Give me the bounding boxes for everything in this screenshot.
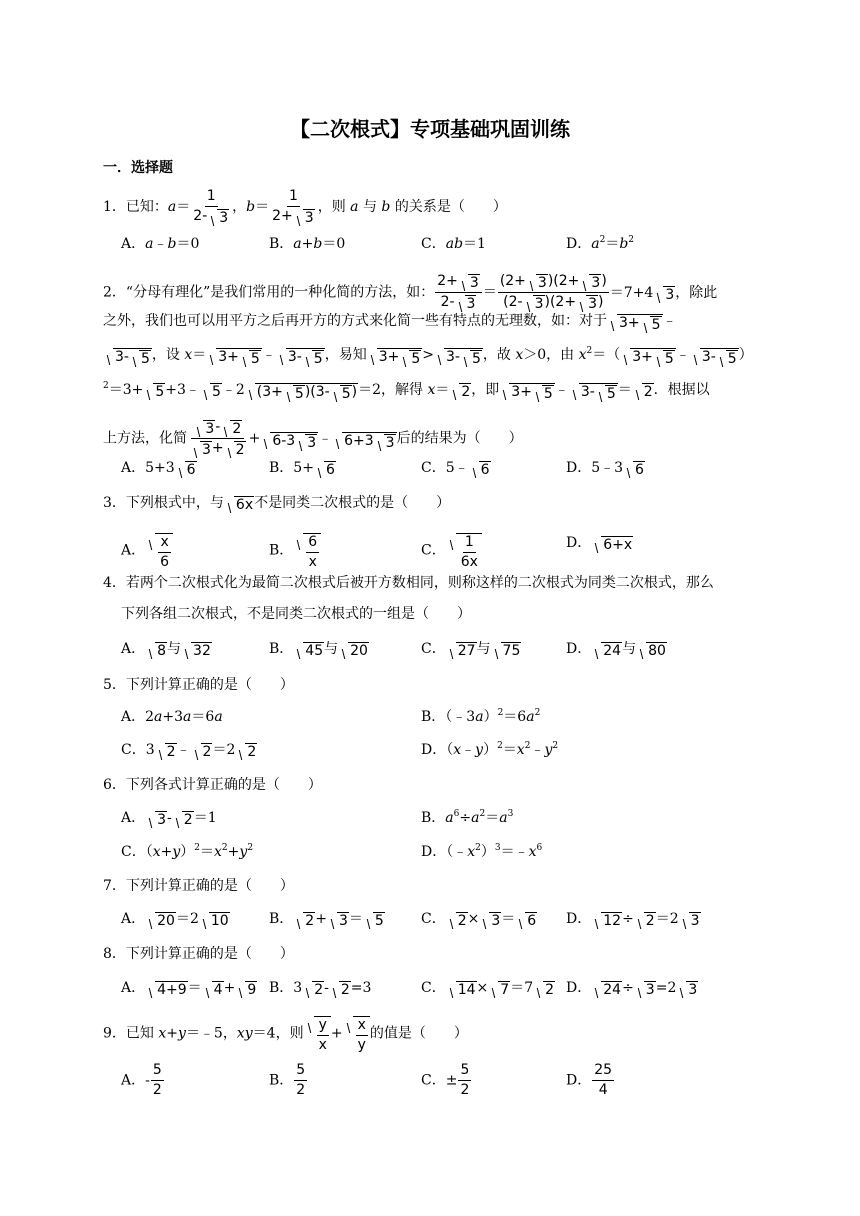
question-number: 3．: [103, 495, 126, 511]
question-number: 4．: [103, 575, 126, 591]
question-text: 下列各式计算正确的是（ ）: [125, 777, 322, 793]
question-number: 6．: [103, 777, 126, 793]
question-4-line-1: [103, 573, 714, 593]
q5-option-c[interactable]: C．3 2﹣ 2＝2 2: [121, 742, 257, 760]
question-2-line-5: 上方法，化简 $\frac{3- 2}{3+ 2}$ + 6-3 3 ﹣ 6+3 3 后的结果为（ ）: [103, 419, 523, 458]
question-5: [103, 675, 294, 695]
fraction-b: $\frac{1}{2+ 3}$: [272, 188, 314, 226]
q1-option-c[interactable]: C．ab＝1: [421, 236, 486, 252]
question-text: 下列计算正确的是（ ）: [125, 878, 294, 894]
q6-option-b[interactable]: B．$a^6\div a^2=a^3$: [421, 809, 514, 826]
q9-option-a[interactable]: A．- $\frac{5}{2}$: [121, 1062, 162, 1098]
q3-option-b[interactable]: B． $\frac{6}{x}$: [269, 533, 321, 571]
q8-option-d[interactable]: D． 24÷ 3=2 3: [566, 980, 698, 998]
q6-option-d[interactable]: D．$(﹣x^2)^3=﹣x^6$: [421, 843, 543, 860]
q5-option-b[interactable]: B．$(﹣3a)^2=6a^2$: [421, 708, 541, 725]
q1-option-a[interactable]: A．a﹣b＝0: [121, 236, 200, 252]
section-title: 一．选择题: [103, 160, 173, 176]
q3-option-c[interactable]: C． $\frac{1}{6x}$: [421, 533, 482, 571]
q7-option-b[interactable]: B． 2+ 3＝ 5: [269, 911, 384, 929]
question-9: 9．已知 x+y＝﹣5，xy＝4，则 $\frac{y}{x}$ + $\frac{x}{y}$ 的值是（ ）: [103, 1017, 468, 1053]
q9-option-c[interactable]: C．± $\frac{5}{2}$: [421, 1062, 470, 1098]
q5-option-a[interactable]: A．2a+3a＝6a: [121, 709, 223, 725]
question-number: 2．: [103, 284, 126, 301]
q7-option-a[interactable]: A． 20＝2 10: [121, 911, 229, 929]
q4-option-b[interactable]: B． 45与 20: [269, 641, 368, 659]
question-number: 1．: [103, 199, 126, 215]
question-3: 3．下列根式中，与 6x不是同类二次根式的是（ ）: [103, 495, 451, 513]
question-number: 8．: [103, 946, 126, 962]
q2-option-c[interactable]: C．5﹣ 6: [421, 460, 490, 478]
q1-option-b[interactable]: B．a+b＝0: [269, 236, 346, 252]
q4-option-d[interactable]: D． 24与 80: [566, 641, 666, 659]
q2-option-a[interactable]: A．5+3 6: [121, 460, 196, 478]
question-text: 下列计算正确的是（ ）: [125, 946, 294, 962]
q7-option-d[interactable]: D． 12÷ 2＝2 3: [566, 911, 700, 929]
q2-option-d[interactable]: D．5﹣3 6: [566, 460, 644, 478]
question-7: [103, 876, 294, 896]
question-number: 9．: [103, 1025, 126, 1042]
question-2-line-1: 2．“分母有理化”是我们常用的一种化简的方法，如： $\frac{2+ 3}{2- 3}$ ＝ $\frac{(2+ 3)(2+ 3)}{(2- 3)(2+ 3)}$ ＝7+4 3，除此: [103, 273, 718, 312]
q2-option-b[interactable]: B．5+ 6: [269, 460, 335, 478]
q4-option-a[interactable]: A． 8与 32: [121, 641, 211, 659]
q5-option-d[interactable]: D．$(x﹣y)^2=x^2﹣y^2$: [421, 741, 559, 758]
q9-option-d[interactable]: D． $\frac{25}{4}$: [566, 1062, 613, 1098]
question-2-line-4: $^2$＝3+ 5+3﹣ 5﹣2 (3+ 5)(3- 5)＝2，解得 x＝ 2，即 3+ 5 ﹣ 3- 5 ＝ 2．根据以: [103, 381, 710, 402]
q6-option-c[interactable]: C．$(x+y)^2=x^2+y^2$: [121, 843, 254, 860]
q3-option-a[interactable]: A． $\frac{x}{6}$: [121, 533, 173, 571]
q8-option-c[interactable]: C． 14× 7＝7 2: [421, 980, 555, 998]
question-8: [103, 944, 294, 964]
question-number: 7．: [103, 878, 126, 894]
page-title: 【二次根式】专项基础巩固训练: [290, 117, 570, 141]
q6-option-a[interactable]: A． 3- 2＝1: [121, 810, 217, 828]
q9-option-b[interactable]: B． $\frac{5}{2}$: [269, 1062, 306, 1098]
question-text: 若两个二次根式化为最简二次根式后被开方数相同，则称这样的二次根式为同类二次根式，那么: [125, 575, 714, 591]
question-4-line-2: 下列各组二次根式，不是同类二次根式的一组是（ ）: [121, 606, 471, 622]
question-2-line-3: 3- 5 ，设 x＝ 3+ 5 ﹣ 3- 5 ，易知 3+ 5 > 3- 5 ，故 x＞0，由 $x^2=$（ 3+ 5 ﹣ 3- 5 ）: [103, 345, 753, 367]
q8-option-b[interactable]: B．3 2- 2=3: [269, 980, 372, 998]
q7-option-c[interactable]: C． 2× 3＝ 6: [421, 911, 537, 929]
question-text: 下列计算正确的是（ ）: [125, 677, 294, 693]
q8-option-a[interactable]: A． 4+9＝ 4+ 9: [121, 980, 257, 998]
q3-option-d[interactable]: D． 6+x: [566, 535, 633, 553]
question-2-line-2: 之外，我们也可以用平方之后再开方的方式来化简一些有特点的无理数，如：对于 3+ 5 ﹣: [103, 313, 677, 333]
question-number: 5．: [103, 677, 126, 693]
question-1: 1．已知：a＝ $\frac{1}{2- 3}$ ，b＝ $\frac{1}{2+ 3}$ ，则 a 与 b 的关系是（ ）: [103, 188, 507, 226]
question-6: [103, 775, 322, 795]
q4-option-c[interactable]: C． 27与 75: [421, 641, 521, 659]
fraction-a: $\frac{1}{2- 3}$: [193, 188, 229, 226]
q1-option-d[interactable]: D．$a^2=b^2$: [566, 235, 635, 252]
